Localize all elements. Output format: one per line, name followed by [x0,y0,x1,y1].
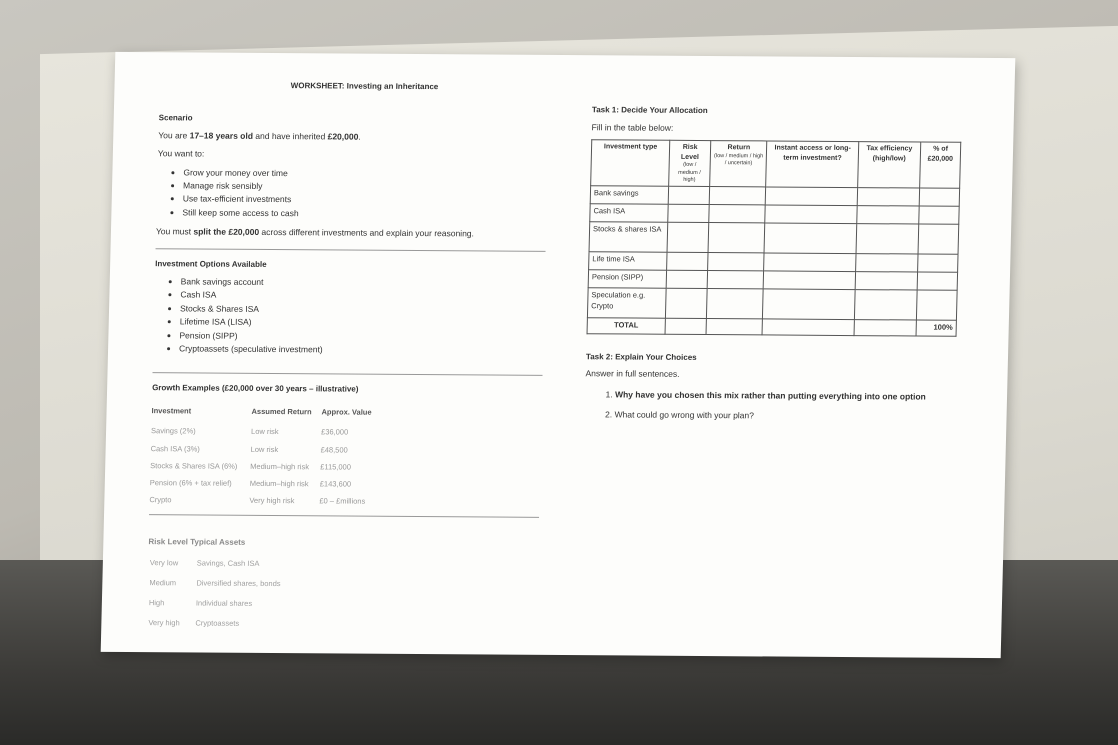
list-item: • Grow your money over time [183,167,547,181]
row-label: Stocks & shares ISA [589,222,668,253]
total-label: TOTAL [587,318,665,334]
list-item: • Cash ISA [180,290,544,304]
table-row [589,222,959,255]
header-label: Instant access or long-term investment? [774,144,851,162]
risk-table [146,554,283,637]
list-item: • Stocks & Shares ISA [180,303,544,317]
table-cell: Very high [148,618,180,628]
answer-cell[interactable] [916,290,957,320]
scenario-heading: Scenario [158,113,193,123]
table-cell: Very low [149,557,179,568]
header-label: % of £20,000 [927,145,954,163]
column-header [591,140,670,187]
column-header [710,141,767,188]
header-sub: (low / medium / high) [678,162,701,183]
table-header-row [151,400,542,427]
intro-text-mid: and have inherited [252,130,328,141]
column-header [920,142,961,188]
header-label: Risk Level [680,144,699,161]
answer-cell[interactable] [709,187,766,205]
list-item: • Use tax-efficient investments [183,194,547,208]
divider [149,514,539,518]
risk-heading: Risk Level Typical Assets [148,537,246,547]
table-cell: £143,600 [319,479,352,489]
answer-cell[interactable] [766,187,858,206]
must-end: across different investments and explain your reasoning. [259,227,475,239]
answer-cell[interactable] [764,253,856,272]
table-cell: Crypto [149,495,172,505]
answer-cell[interactable] [857,206,920,224]
options-heading: Investment Options Available [155,259,267,269]
answer-cell[interactable] [708,253,765,271]
divider [152,373,542,377]
answer-cell[interactable] [764,223,856,254]
list-item: 2. What could go wrong with your plan? [614,410,964,424]
table-cell: Cash ISA (3%) [150,443,200,454]
goals-list [182,167,547,221]
column-header [766,141,859,188]
answer-cell[interactable] [708,223,765,253]
list-item [615,389,965,403]
total-row [587,318,956,336]
intro-age: 17–18 years old [189,130,254,141]
task2-questions [614,389,965,423]
list-item: • Bank savings account [181,276,545,290]
answer-cell [665,319,706,334]
row-label: Life time ISA [589,252,667,271]
answer-cell [854,320,916,336]
options-list [179,276,545,357]
answer-cell[interactable] [857,188,920,206]
answer-cell[interactable] [764,271,856,290]
header-label: Tax efficiency (high/low) [866,145,913,163]
task1-instruction: Fill in the table below: [591,122,674,133]
column-header: Assumed Return [251,407,312,417]
row-label: Cash ISA [590,204,668,223]
answer-cell[interactable] [918,224,959,254]
table-row [149,576,281,595]
row-label: Bank savings [590,186,668,205]
growth-heading: Growth Examples (£20,000 over 30 years – illustrative) [152,383,359,395]
column-header [669,141,711,187]
scenario-intro [158,130,548,144]
table-cell: £36,000 [320,427,349,437]
task1-heading: Task 1: Decide Your Allocation [591,105,708,116]
worksheet-paper [101,52,1016,658]
list-item: • Still keep some access to cash [182,207,546,221]
answer-cell[interactable] [855,272,918,290]
worksheet-title: WORKSHEET: Investing an Inheritance [290,81,439,92]
intro-end: . [358,131,361,142]
table-row [149,596,281,615]
table-cell: £0 – £millions [319,496,366,506]
header-label: Return [727,144,751,152]
table-header-row [591,140,961,189]
answer-cell[interactable] [707,289,764,319]
table-cell: Pension (6% + tax relief) [149,477,232,488]
want-to-label: You want to: [157,148,205,159]
intro-amount: £20,000 [327,130,359,142]
table-cell: £48,500 [320,444,348,455]
task2-instruction: Answer in full sentences. [585,368,680,380]
answer-cell[interactable] [668,205,710,223]
table-row [149,493,539,513]
right-column [584,105,972,432]
table-cell: Low risk [250,444,279,454]
answer-cell[interactable] [918,254,959,272]
table-cell: Diversified shares, bonds [196,578,281,589]
answer-cell[interactable] [765,205,857,224]
answer-cell[interactable] [919,188,960,206]
answer-cell [706,319,763,335]
answer-cell[interactable] [668,187,710,205]
table-cell: Medium [149,578,177,588]
table-cell: Individual shares [195,598,253,608]
answer-cell[interactable] [917,272,958,290]
task2-heading: Task 2: Explain Your Choices [585,351,697,362]
row-label: Pension (SIPP) [588,270,666,289]
answer-cell[interactable] [665,289,707,319]
list-item: • Pension (SIPP) [179,330,543,344]
answer-cell [762,319,854,335]
answer-cell[interactable] [709,205,766,223]
answer-cell[interactable] [667,253,709,271]
left-column [146,80,550,639]
header-label: Investment type [603,143,658,151]
table-cell: Stocks & Shares ISA (6%) [150,460,238,471]
list-item: • Manage risk sensibly [183,180,547,194]
list-item: • Lifetime ISA (LISA) [180,316,544,330]
table-cell: Very high risk [249,495,295,506]
answer-cell[interactable] [919,206,960,224]
answer-cell[interactable] [666,271,708,289]
table-cell: Savings, Cash ISA [196,558,260,568]
table-cell: Cryptoassets [195,618,240,628]
table-cell: Low risk [250,427,279,437]
table-row [150,556,282,575]
table-cell: £115,000 [320,461,352,472]
table-row [148,616,280,635]
table-cell: Medium–high risk [249,478,309,489]
must-split-text [156,227,546,241]
growth-table [149,400,542,512]
column-header [857,142,920,189]
header-sub: (low / medium / high / uncertain) [713,152,764,167]
answer-cell[interactable] [763,289,855,320]
divider [156,248,546,252]
allocation-table [587,139,962,336]
answer-cell[interactable] [854,290,917,320]
table-cell: Medium–high risk [250,461,310,471]
answer-cell[interactable] [856,224,919,254]
table-cell: High [148,598,165,608]
answer-cell[interactable] [667,223,709,253]
answer-cell[interactable] [707,271,764,289]
table-row [587,288,957,321]
list-item: • Cryptoassets (speculative investment) [179,343,543,357]
column-header: Investment [151,406,192,416]
row-label: Speculation e.g. Crypto [587,288,666,319]
table-cell: Savings (2%) [150,426,196,436]
question-text: Why have you chosen this mix rather than putting everything into one option [614,389,926,402]
column-header: Approx. Value [321,407,372,417]
answer-cell[interactable] [855,254,918,272]
intro-text: You are [158,129,190,141]
must-pre: You must [155,226,194,237]
total-value: 100% [916,320,956,335]
must-bold: split the £20,000 [193,226,260,238]
